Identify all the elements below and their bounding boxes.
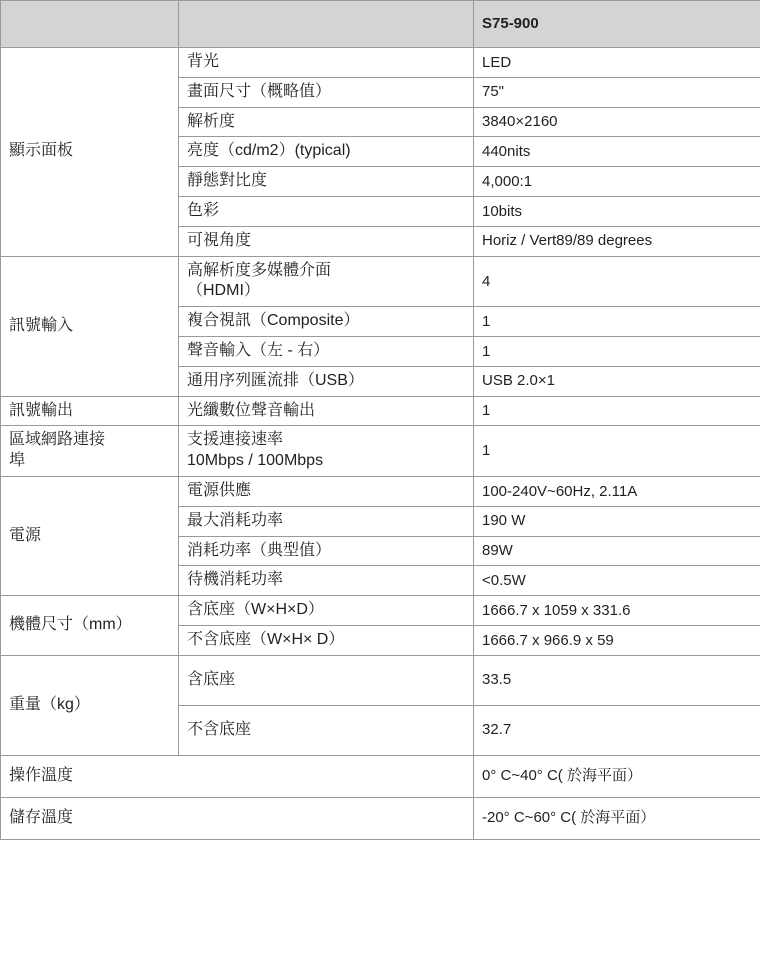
spec-value: 4,000:1 — [474, 167, 760, 197]
spec-item: 靜態對比度 — [179, 167, 474, 197]
spec-item — [179, 256, 474, 307]
spec-value: 3840×2160 — [474, 107, 760, 137]
spec-value: <0.5W — [474, 566, 760, 596]
spec-item: 不含底座 — [179, 705, 474, 755]
table-row — [1, 655, 760, 705]
spec-item — [179, 426, 474, 477]
spec-value: 100-240V~60Hz, 2.11A — [474, 476, 760, 506]
spec-value: 0° C~40° C( 於海平面） — [474, 755, 760, 797]
spec-item: 通用序列匯流排（USB） — [179, 366, 474, 396]
spec-item: 待機消耗功率 — [179, 566, 474, 596]
group-label-weight: 重量（kg） — [1, 655, 179, 755]
table-row — [1, 396, 760, 426]
spec-item: 可視角度 — [179, 226, 474, 256]
spec-item: 背光 — [179, 48, 474, 78]
header-category-cell — [1, 1, 179, 48]
spec-item: 儲存溫度 — [1, 797, 474, 839]
spec-item: 電源供應 — [179, 476, 474, 506]
table-row — [1, 755, 760, 797]
header-model-cell: S75-900 — [474, 1, 760, 48]
spec-item: 含底座（W×H×D） — [179, 596, 474, 626]
spec-value: 1 — [474, 307, 760, 337]
spec-value: 1 — [474, 336, 760, 366]
spec-value: 1666.7 x 966.9 x 59 — [474, 625, 760, 655]
spec-value: Horiz / Vert89/89 degrees — [474, 226, 760, 256]
header-item-cell — [179, 1, 474, 48]
spec-value: 1 — [474, 426, 760, 477]
spec-value: 1666.7 x 1059 x 331.6 — [474, 596, 760, 626]
table-row — [1, 256, 760, 307]
spec-item: 含底座 — [179, 655, 474, 705]
spec-item: 複合視訊（Composite） — [179, 307, 474, 337]
group-label-line1: 區域網路連接 — [9, 431, 106, 449]
table-row — [1, 797, 760, 839]
spec-item: 色彩 — [179, 196, 474, 226]
spec-item-line2: 10Mbps / 100Mbps — [187, 452, 324, 470]
spec-value: 32.7 — [474, 705, 760, 755]
spec-item: 不含底座（W×H× D） — [179, 625, 474, 655]
spec-item: 最大消耗功率 — [179, 506, 474, 536]
spec-value: 33.5 — [474, 655, 760, 705]
spec-value: 89W — [474, 536, 760, 566]
group-label-power: 電源 — [1, 476, 179, 595]
spec-item: 亮度（cd/m2）(typical) — [179, 137, 474, 167]
spec-value: 75" — [474, 77, 760, 107]
spec-item: 解析度 — [179, 107, 474, 137]
spec-value: USB 2.0×1 — [474, 366, 760, 396]
spec-value: 190 W — [474, 506, 760, 536]
table-row — [1, 596, 760, 626]
spec-value: LED — [474, 48, 760, 78]
spec-item: 畫面尺寸（概略值） — [179, 77, 474, 107]
group-label-signal-input: 訊號輸入 — [1, 256, 179, 396]
spec-item-line1: 支援連接速率 — [187, 431, 284, 449]
table-row — [1, 48, 760, 78]
spec-value: -20° C~60° C( 於海平面） — [474, 797, 760, 839]
spec-value: 4 — [474, 256, 760, 307]
spec-item: 聲音輸入（左 - 右） — [179, 336, 474, 366]
spec-value: 1 — [474, 396, 760, 426]
spec-item-line1: 高解析度多媒體介面 — [187, 261, 332, 279]
table-row — [1, 426, 760, 477]
spec-item: 消耗功率（典型值） — [179, 536, 474, 566]
table-row — [1, 476, 760, 506]
group-label-display-panel: 顯示面板 — [1, 48, 179, 257]
spec-item-line2: （HDMI） — [187, 282, 260, 300]
spec-item: 光纖數位聲音輸出 — [179, 396, 474, 426]
group-label-dimensions: 機體尺寸（mm） — [1, 596, 179, 656]
spec-item: 操作溫度 — [1, 755, 474, 797]
table-header-row — [1, 1, 760, 48]
group-label-lan-port — [1, 426, 179, 477]
spec-value: 440nits — [474, 137, 760, 167]
group-label-signal-output: 訊號輸出 — [1, 396, 179, 426]
spec-value: 10bits — [474, 196, 760, 226]
group-label-line2: 埠 — [9, 452, 26, 470]
